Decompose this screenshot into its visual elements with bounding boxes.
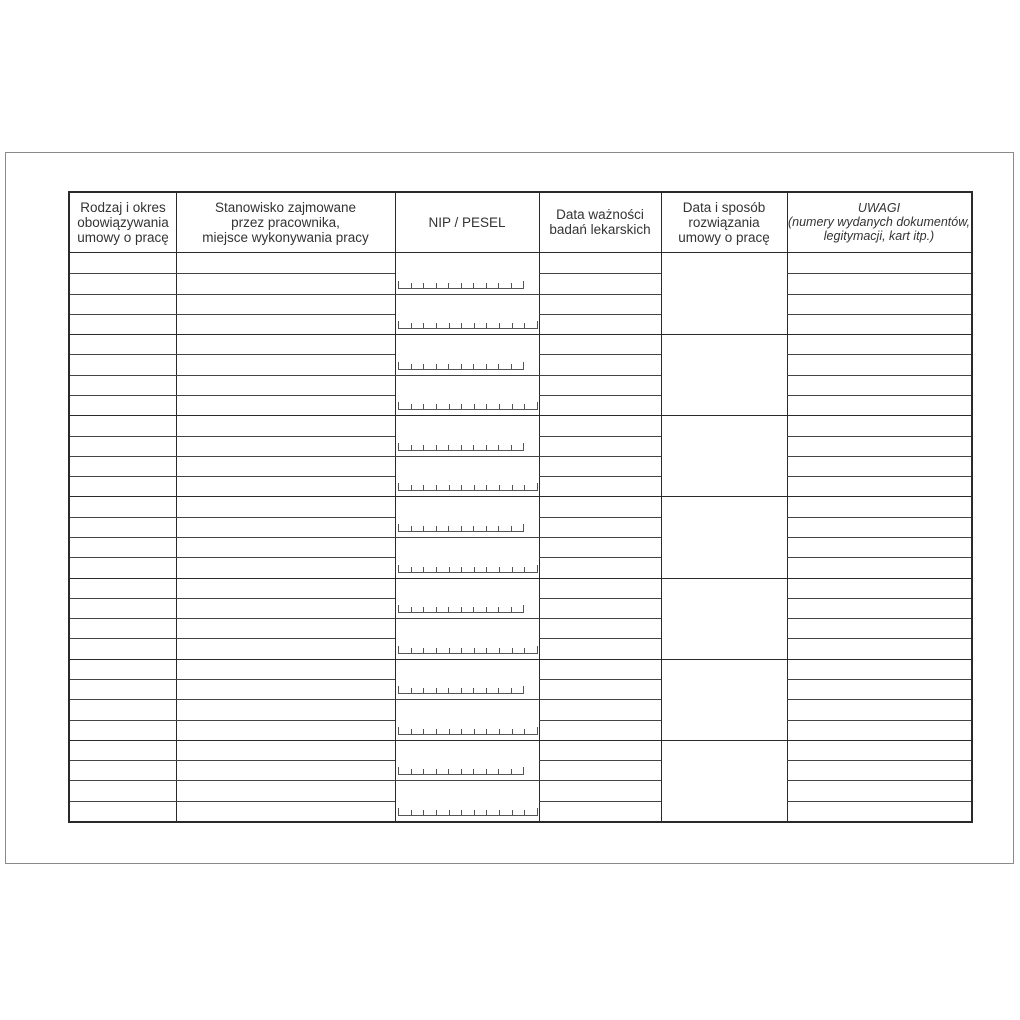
digit-tick [411,283,412,288]
digit-tick [449,404,450,409]
entry-line[interactable] [539,598,661,599]
digit-tick [524,729,525,734]
digit-tick [486,283,487,288]
header-termination: Data i sposób rozwiązania umowy o pracę [678,199,770,245]
nip-digit-boxes[interactable] [398,363,524,370]
digit-tick [474,485,475,490]
digit-tick [524,485,525,490]
digit-tick [498,445,499,450]
digit-tick [498,769,499,774]
digit-tick [512,567,513,572]
entry-line[interactable] [787,699,971,700]
column-divider [176,193,177,821]
digit-tick [398,402,399,409]
digit-tick [474,323,475,328]
entry-line[interactable] [176,537,395,538]
entry-line[interactable] [176,294,395,295]
entry-line[interactable] [787,720,971,721]
digit-tick [448,526,449,531]
record-group-divider [70,334,971,335]
record-group-divider [70,659,971,660]
digit-tick [473,283,474,288]
entry-line[interactable] [70,456,176,457]
digit-tick [449,648,450,653]
digit-tick [511,526,512,531]
digit-tick [512,323,513,328]
digit-tick [423,607,424,612]
digit-tick [486,364,487,369]
digit-tick [498,283,499,288]
digit-tick [423,445,424,450]
digit-tick [436,567,437,572]
digit-tick [498,364,499,369]
digit-tick [398,565,399,572]
entry-line[interactable] [176,801,395,802]
digit-tick [512,729,513,734]
digit-tick [449,323,450,328]
pesel-digit-boxes[interactable] [398,566,538,573]
entry-line[interactable] [539,436,661,437]
digit-tick [523,524,524,531]
digit-tick [398,281,399,288]
header-nip-pesel: NIP / PESEL [428,214,506,230]
entry-line[interactable] [539,557,661,558]
digit-tick [423,688,424,693]
column-divider [395,193,396,821]
entry-line[interactable] [787,517,971,518]
entry-line[interactable] [176,598,395,599]
entry-line[interactable] [787,780,971,781]
digit-tick [411,648,412,653]
entry-line[interactable] [176,273,395,274]
digit-tick [499,729,500,734]
digit-tick [474,729,475,734]
digit-tick [499,404,500,409]
digit-tick [523,686,524,693]
entry-line[interactable] [787,598,971,599]
digit-tick [436,769,437,774]
digit-tick [537,321,538,328]
entry-line[interactable] [70,699,176,700]
entry-line[interactable] [787,436,971,437]
digit-tick [411,769,412,774]
digit-tick [473,526,474,531]
digit-tick [511,688,512,693]
entry-line[interactable] [70,537,176,538]
digit-tick [524,810,525,815]
digit-tick [524,323,525,328]
digit-tick [436,404,437,409]
digit-tick [486,485,487,490]
digit-tick [523,362,524,369]
digit-tick [486,323,487,328]
entry-line[interactable] [539,354,661,355]
digit-tick [486,607,487,612]
digit-tick [523,605,524,612]
digit-tick [499,567,500,572]
entry-line[interactable] [539,720,661,721]
digit-tick [423,485,424,490]
header-medical-exam-date: Data ważności badań lekarskich [549,207,651,237]
digit-tick [461,283,462,288]
digit-tick [461,729,462,734]
entry-line[interactable] [70,780,176,781]
digit-tick [436,485,437,490]
digit-tick [398,767,399,774]
nip-pesel-divider [395,618,539,619]
digit-tick [486,648,487,653]
digit-tick [474,567,475,572]
entry-line[interactable] [176,720,395,721]
record-group-divider [70,578,971,579]
digit-tick [448,283,449,288]
digit-tick [537,483,538,490]
digit-tick [449,810,450,815]
digit-tick [524,648,525,653]
entry-line[interactable] [176,456,395,457]
entry-line[interactable] [539,314,661,315]
digit-tick [523,767,524,774]
entry-line[interactable] [70,557,176,558]
entry-line[interactable] [787,273,971,274]
digit-tick [411,688,412,693]
digit-tick [436,688,437,693]
digit-tick [423,769,424,774]
entry-line[interactable] [539,375,661,376]
entry-line[interactable] [176,679,395,680]
digit-tick [486,445,487,450]
entry-line[interactable] [70,679,176,680]
header-remarks: UWAGI (numery wydanych dokumentów, legitymacji, kart itp.) [787,201,971,243]
digit-tick [448,769,449,774]
header-contract-type: Rodzaj i okres obowiązywania umowy o pracę [77,199,169,245]
digit-tick [398,646,399,653]
nip-pesel-divider [395,294,539,295]
entry-line[interactable] [539,476,661,477]
entry-line[interactable] [787,618,971,619]
digit-tick [411,729,412,734]
digit-tick [423,810,424,815]
digit-tick [473,607,474,612]
digit-tick [486,688,487,693]
entry-line[interactable] [787,354,971,355]
nip-digit-boxes[interactable] [398,444,524,451]
digit-tick [448,607,449,612]
digit-tick [524,567,525,572]
digit-tick [499,648,500,653]
digit-tick [398,362,399,369]
entry-line[interactable] [787,557,971,558]
entry-line[interactable] [539,456,661,457]
entry-line[interactable] [70,273,176,274]
nip-pesel-divider [395,456,539,457]
entry-line[interactable] [70,476,176,477]
entry-line[interactable] [70,294,176,295]
nip-pesel-divider [395,375,539,376]
digit-tick [411,567,412,572]
record-group-divider [70,415,971,416]
entry-line[interactable] [176,638,395,639]
digit-tick [436,648,437,653]
digit-tick [512,485,513,490]
entry-line[interactable] [787,537,971,538]
entry-line[interactable] [539,294,661,295]
entry-line[interactable] [787,760,971,761]
digit-tick [486,567,487,572]
entry-line[interactable] [70,598,176,599]
entry-line[interactable] [70,760,176,761]
digit-tick [436,729,437,734]
digit-tick [537,646,538,653]
entry-line[interactable] [70,517,176,518]
digit-tick [398,605,399,612]
digit-tick [512,810,513,815]
digit-tick [486,810,487,815]
entry-line[interactable] [176,699,395,700]
pesel-digit-boxes[interactable] [398,728,538,735]
nip-digit-boxes[interactable] [398,606,524,613]
digit-tick [511,445,512,450]
entry-line[interactable] [176,618,395,619]
column-divider [787,193,788,821]
digit-tick [423,729,424,734]
entry-line[interactable] [539,760,661,761]
digit-tick [411,526,412,531]
nip-pesel-divider [395,537,539,538]
digit-tick [449,729,450,734]
entry-line[interactable] [787,801,971,802]
pesel-digit-boxes[interactable] [398,484,538,491]
digit-tick [498,688,499,693]
column-divider [661,193,662,821]
digit-tick [486,404,487,409]
digit-tick [448,445,449,450]
digit-tick [473,769,474,774]
entry-line[interactable] [787,638,971,639]
digit-tick [436,323,437,328]
entry-line[interactable] [539,780,661,781]
entry-line[interactable] [70,314,176,315]
digit-tick [511,364,512,369]
entry-line[interactable] [70,638,176,639]
digit-tick [411,445,412,450]
entry-line[interactable] [539,517,661,518]
pesel-digit-boxes[interactable] [398,647,538,654]
entry-line[interactable] [176,760,395,761]
entry-line[interactable] [176,395,395,396]
digit-tick [461,688,462,693]
digit-tick [473,364,474,369]
digit-tick [398,727,399,734]
digit-tick [423,323,424,328]
digit-tick [461,364,462,369]
digit-tick [474,404,475,409]
digit-tick [461,607,462,612]
digit-tick [398,686,399,693]
nip-pesel-divider [395,780,539,781]
digit-tick [498,607,499,612]
digit-tick [461,769,462,774]
digit-tick [498,526,499,531]
entry-line[interactable] [176,436,395,437]
digit-tick [411,323,412,328]
entry-line[interactable] [70,436,176,437]
digit-tick [461,445,462,450]
digit-tick [436,810,437,815]
digit-tick [474,648,475,653]
digit-tick [512,648,513,653]
entry-line[interactable] [70,720,176,721]
digit-tick [398,443,399,450]
digit-tick [486,729,487,734]
pesel-digit-boxes[interactable] [398,403,538,410]
entry-line[interactable] [539,618,661,619]
digit-tick [448,688,449,693]
entry-line[interactable] [539,395,661,396]
digit-tick [423,526,424,531]
nip-digit-boxes[interactable] [398,525,524,532]
entry-line[interactable] [70,801,176,802]
entry-line[interactable] [176,780,395,781]
digit-tick [511,607,512,612]
digit-tick [461,485,462,490]
digit-tick [511,283,512,288]
entry-line[interactable] [539,699,661,700]
digit-tick [523,443,524,450]
digit-tick [461,404,462,409]
entry-line[interactable] [539,801,661,802]
nip-digit-boxes[interactable] [398,282,524,289]
entry-line[interactable] [787,456,971,457]
digit-tick [461,567,462,572]
digit-tick [398,808,399,815]
entry-line[interactable] [70,375,176,376]
digit-tick [423,648,424,653]
digit-tick [436,526,437,531]
digit-tick [436,607,437,612]
entry-line[interactable] [176,557,395,558]
digit-tick [512,404,513,409]
digit-tick [461,810,462,815]
entry-line[interactable] [176,517,395,518]
digit-tick [461,648,462,653]
digit-tick [473,688,474,693]
nip-pesel-divider [395,699,539,700]
entry-line[interactable] [787,314,971,315]
entry-line[interactable] [539,273,661,274]
entry-line[interactable] [539,638,661,639]
digit-tick [411,364,412,369]
digit-tick [398,321,399,328]
digit-tick [461,323,462,328]
entry-line[interactable] [176,354,395,355]
digit-tick [436,445,437,450]
entry-line[interactable] [787,679,971,680]
digit-tick [411,404,412,409]
digit-tick [449,485,450,490]
entry-line[interactable] [787,476,971,477]
digit-tick [423,567,424,572]
digit-tick [411,485,412,490]
nip-digit-boxes[interactable] [398,768,524,775]
entry-line[interactable] [70,395,176,396]
entry-line[interactable] [176,375,395,376]
digit-tick [537,402,538,409]
column-divider [539,193,540,821]
digit-tick [423,404,424,409]
entry-line[interactable] [70,618,176,619]
digit-tick [486,769,487,774]
digit-tick [499,485,500,490]
digit-tick [474,810,475,815]
digit-tick [411,607,412,612]
header-position: Stanowisko zajmowane przez pracownika, miejsce wykonywania pracy [202,199,369,245]
entry-line[interactable] [539,679,661,680]
entry-line[interactable] [539,537,661,538]
entry-line[interactable] [787,375,971,376]
digit-tick [537,565,538,572]
digit-tick [423,283,424,288]
digit-tick [524,404,525,409]
digit-tick [486,526,487,531]
table-header [70,193,971,253]
entry-line[interactable] [787,294,971,295]
digit-tick [398,483,399,490]
pesel-digit-boxes[interactable] [398,322,538,329]
digit-tick [398,524,399,531]
digit-tick [537,808,538,815]
digit-tick [449,567,450,572]
digit-tick [436,283,437,288]
digit-tick [411,810,412,815]
entry-line[interactable] [176,314,395,315]
entry-line[interactable] [787,395,971,396]
digit-tick [499,323,500,328]
record-group-divider [70,496,971,497]
digit-tick [473,445,474,450]
digit-tick [537,727,538,734]
digit-tick [461,526,462,531]
entry-line[interactable] [70,354,176,355]
record-group-divider [70,740,971,741]
digit-tick [436,364,437,369]
employee-records-table [68,191,973,823]
digit-tick [499,810,500,815]
digit-tick [511,769,512,774]
digit-tick [523,281,524,288]
entry-line[interactable] [176,476,395,477]
nip-digit-boxes[interactable] [398,687,524,694]
pesel-digit-boxes[interactable] [398,809,538,816]
digit-tick [423,364,424,369]
digit-tick [448,364,449,369]
